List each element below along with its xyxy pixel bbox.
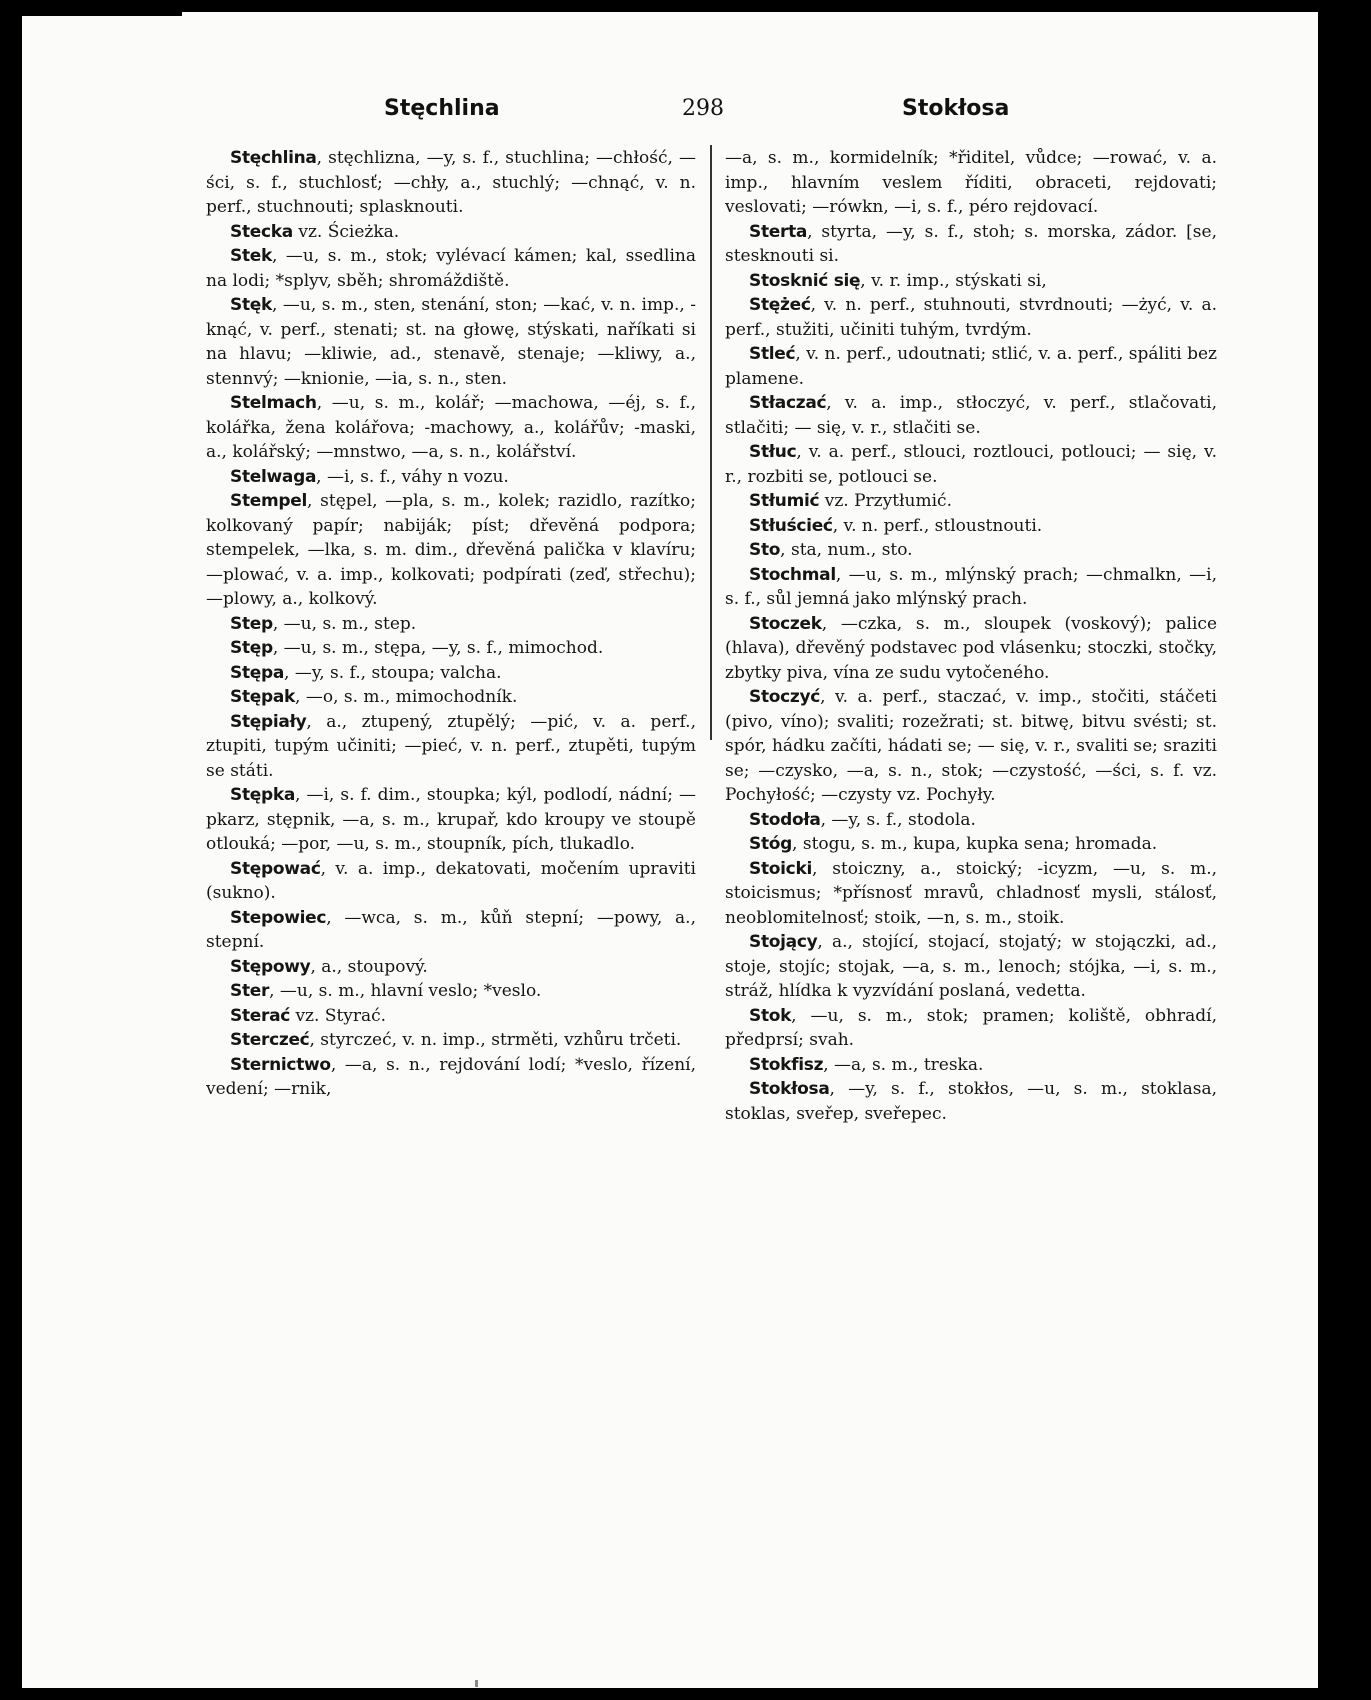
headword: Stępować bbox=[230, 858, 321, 879]
header-last-word: Stokłosa bbox=[902, 96, 1010, 121]
scan-corner-mark bbox=[22, 12, 182, 16]
dictionary-entry: Stępka, —i, s. f. dim., stoupka; kýl, podlodí, nádní; —pkarz, stępnik, —a, s. m., krupař, kdo kroupy ve stoupě otlouká; —por, —u, s. m., stoupník, pích, tlukadlo. bbox=[206, 785, 696, 854]
dictionary-entry: Stokłosa, —y, s. f., stokłos, —u, s. m., stoklasa, stoklas, sveřep, sveřepec. bbox=[725, 1079, 1217, 1124]
dictionary-entry: Stępowy, a., stoupový. bbox=[230, 956, 428, 977]
headword: Stelmach bbox=[230, 393, 317, 413]
headword: Stępka bbox=[230, 785, 296, 805]
scan-speck bbox=[475, 1680, 478, 1687]
dictionary-entry: Sterać vz. Styrać. bbox=[230, 1005, 387, 1026]
dictionary-entry: Stóg, stogu, s. m., kupa, kupka sena; hromada. bbox=[749, 834, 1158, 854]
dictionary-entry: Stęchlina, stęchlizna, —y, s. f., stuchlina; —chłość, —ści, s. f., stuchlosť; —chły, a., stuchlý; —chnąć, v. n. perf., stuchnouti; splasknouti. bbox=[206, 148, 696, 217]
headword: Sterać bbox=[230, 1005, 291, 1026]
headword: Stek bbox=[230, 246, 273, 266]
page-header bbox=[22, 96, 1325, 132]
dictionary-entry: Sterczeć, styrczeć, v. n. imp., strměti, vzhůru trčeti. bbox=[230, 1030, 682, 1050]
headword: Step bbox=[230, 613, 273, 634]
dictionary-entry: Sterta, styrta, —y, s. f., stoh; s. morska, zádor. [se, stesknouti si. bbox=[725, 221, 1217, 266]
dictionary-entry: Ster, —u, s. m., hlavní veslo; *veslo. bbox=[230, 981, 542, 1001]
dictionary-entry: Stelmach, —u, s. m., kolář; —machowa, —éj, s. f., kolářka, žena kolářova; -machowy, a., kolářův; -maski, a., kolářský; —mnstwo, —a, s. n., kolářství. bbox=[206, 393, 696, 462]
dictionary-entry: Stelwaga, —i, s. f., váhy n vozu. bbox=[230, 466, 509, 487]
dictionary-entry: Stępa, —y, s. f., stoupa; valcha. bbox=[230, 662, 502, 683]
headword: Stosknić się bbox=[749, 270, 861, 291]
headword: Stleć bbox=[749, 344, 796, 364]
dictionary-entry: Stok, —u, s. m., stok; pramen; koliště, obhradí, předprsí; svah. bbox=[725, 1005, 1217, 1050]
headword: Sto bbox=[749, 540, 781, 560]
column-divider bbox=[710, 145, 712, 740]
headword: Stęp bbox=[230, 638, 273, 658]
headword: Stłuc bbox=[749, 442, 797, 462]
scan-edge bbox=[1318, 0, 1326, 1700]
headword: Stoicki bbox=[749, 858, 812, 879]
dictionary-entry: Stępować, v. a. imp., dekatovati, močením upraviti (sukno). bbox=[206, 858, 696, 903]
headword: Stłuścieć bbox=[749, 515, 833, 536]
headword: Stęchlina bbox=[230, 148, 317, 168]
dictionary-entry: Stempel, stępel, —pla, s. m., kolek; razidlo, razítko; kolkovaný papír; nabiják; píst; dřevěná podpora; stempelek, —lka, s. m. dim., dřevěná palička v klavíru; —plować, v. a. imp., kolkovati; podpírati (zeď, střechu); —plowy, a., kolkový. bbox=[206, 491, 696, 609]
headword: Stempel bbox=[230, 491, 308, 511]
dictionary-entry: Stepowiec, —wca, s. m., kůň stepní; —powy, a., stepní. bbox=[206, 907, 696, 952]
headword: Stodoła bbox=[749, 809, 821, 830]
headword: Stępa bbox=[230, 662, 285, 683]
page-number: 298 bbox=[682, 96, 724, 121]
headword: Stepowiec bbox=[230, 907, 327, 928]
dictionary-page bbox=[22, 12, 1325, 1688]
headword: Ster bbox=[230, 981, 270, 1001]
headword: Stecka bbox=[230, 221, 293, 242]
dictionary-entry: Stłuc, v. a. perf., stlouci, roztlouci, potlouci; — się, v. r., rozbiti se, potlouci se. bbox=[725, 442, 1217, 487]
dictionary-entry: Stoczyć, v. a. perf., staczać, v. imp., stočiti, stáčeti (pivo, víno); svaliti; rozežrati; st. bitwę, bitvu svésti; st. spór, hádku začíti, hádati se; — się, v. r., svaliti se; sraziti se; —czysko, —a, s. n., stok; —czystość, —ści, s. f. vz. Pochyłość; —czysty vz. Pochyły. bbox=[725, 687, 1217, 805]
dictionary-entry: Stojący, a., stojící, stojací, stojatý; w stojączki, ad., stoje, stojíc; stojak, —a, s. m., lenoch; stójka, —i, s. m., stráž, hlídka k vyzvídání poslaná, vedetta. bbox=[725, 932, 1217, 1001]
dictionary-entry: Sternictwo, —a, s. n., rejdování lodí; *veslo, řízení, vedení; —rnik, bbox=[206, 1054, 696, 1099]
dictionary-entry: Stłaczać, v. a. imp., stłoczyć, v. perf., stlačovati, stlačiti; — się, v. r., stlačiti se. bbox=[725, 393, 1217, 438]
dictionary-entry: Stecka vz. Ścieżka. bbox=[230, 221, 400, 242]
headword: Stoczek bbox=[749, 613, 822, 634]
header-first-word: Stęchlina bbox=[384, 96, 500, 121]
headword: Stochmal bbox=[749, 564, 836, 585]
dictionary-entry: Step, —u, s. m., step. bbox=[230, 613, 417, 634]
headword: Stoczyć bbox=[749, 687, 821, 707]
dictionary-entry: Stosknić się, v. r. imp., stýskati si, bbox=[749, 270, 1047, 291]
dictionary-entry: Stodoła, —y, s. f., stodola. bbox=[749, 809, 976, 830]
left-column bbox=[206, 146, 696, 1102]
dictionary-entry: Stęp, —u, s. m., stępa, —y, s. f., mimochod. bbox=[230, 638, 604, 658]
dictionary-entry: Stokfisz, —a, s. m., treska. bbox=[749, 1054, 984, 1075]
headword: Stóg bbox=[749, 834, 793, 854]
dictionary-entry: Stłuścieć, v. n. perf., stloustnouti. bbox=[749, 515, 1043, 536]
headword: Sterczeć bbox=[230, 1030, 310, 1050]
headword: Stłumić bbox=[749, 491, 820, 511]
headword: Stelwaga bbox=[230, 466, 317, 487]
headword: Stojący bbox=[749, 932, 818, 952]
headword: Stokfisz bbox=[749, 1054, 824, 1075]
headword: Stęk bbox=[230, 295, 273, 315]
dictionary-entry: Stoczek, —czka, s. m., sloupek (voskový); palice (hlava), dřevěný podstavec pod vlásenku; stoczki, stočky, zbytky piva, vína ze sudu vytočeného. bbox=[725, 613, 1217, 683]
dictionary-entry: —a, s. m., kormidelník; *řiditel, vůdce; —rować, v. a. imp., hlavním veslem říditi, obraceti, rejdovati; veslovati; —rówkn, —i, s. f., péro rejdovací. bbox=[725, 148, 1217, 217]
headword: Stępak bbox=[230, 687, 296, 707]
headword: Sterta bbox=[749, 221, 808, 242]
headword: Sternictwo bbox=[230, 1054, 331, 1075]
headword: Stok bbox=[749, 1005, 792, 1026]
dictionary-entry: Stochmal, —u, s. m., mlýnský prach; —chmalkn, —i, s. f., sůl jemná jako mlýnský prach. bbox=[725, 564, 1217, 609]
dictionary-entry: Stek, —u, s. m., stok; vylévací kámen; kal, ssedlina na lodi; *splyv, sběh; shromáždiště. bbox=[206, 246, 696, 291]
headword: Stokłosa bbox=[749, 1079, 830, 1099]
dictionary-entry: Stleć, v. n. perf., udoutnati; stlić, v. a. perf., spáliti bez plamene. bbox=[725, 344, 1217, 389]
dictionary-entry: Stężeć, v. n. perf., stuhnouti, stvrdnouti; —żyć, v. a. perf., stužiti, učiniti tuhým, tvrdým. bbox=[725, 295, 1217, 340]
headword: Stępowy bbox=[230, 956, 311, 977]
dictionary-entry: Stępak, —o, s. m., mimochodník. bbox=[230, 687, 518, 707]
dictionary-entry: Stoicki, stoiczny, a., stoický; -icyzm, —u, s. m., stoicismus; *přísnosť mravů, chladnosť mysli, stálosť, neoblomitelnosť; stoik, —n, s. m., stoik. bbox=[725, 858, 1217, 928]
headword: Stępiały bbox=[230, 711, 307, 732]
headword: Stężeć bbox=[749, 295, 811, 315]
right-column bbox=[725, 146, 1217, 1126]
headword: Stłaczać bbox=[749, 393, 827, 413]
dictionary-entry: Stłumić vz. Przytłumić. bbox=[749, 491, 952, 511]
dictionary-entry: Stępiały, a., ztupený, ztupělý; —pić, v. a. perf., ztupiti, tupým učiniti; —pieć, v. n. perf., ztupěti, tupým se státi. bbox=[206, 711, 696, 781]
dictionary-entry: Sto, sta, num., sto. bbox=[749, 540, 913, 560]
dictionary-entry: Stęk, —u, s. m., sten, stenání, ston; —kać, v. n. imp., -knąć, v. perf., stenati; st. na głowę, stýskati, naříkati si na hlavu; —kliwie, ad., stenavě, stenaje; —kliwy, a., stennvý; —knionie, —ia, s. n., sten. bbox=[206, 295, 696, 389]
